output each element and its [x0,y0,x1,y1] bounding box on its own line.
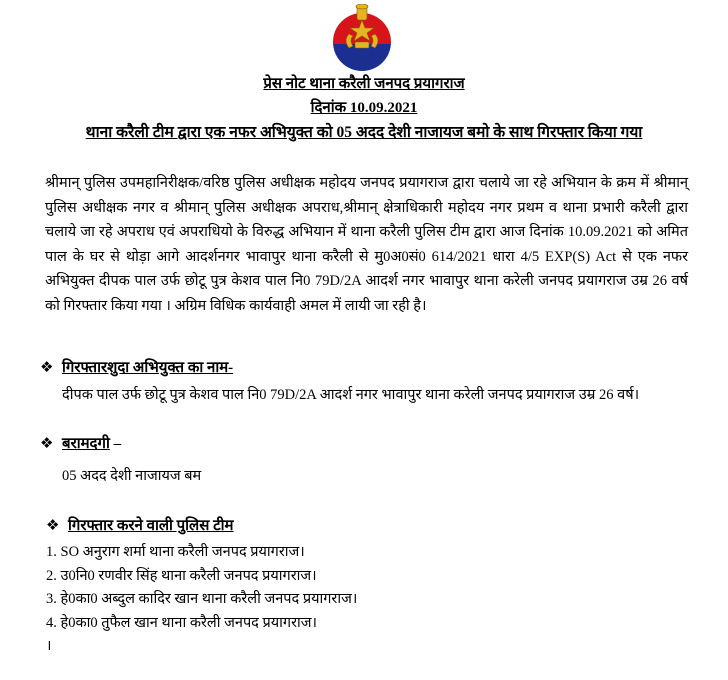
list-item: 4. हे0का0 तुफैल खान थाना करैली जनपद प्रयागराज। [46,614,318,631]
arrested-details: दीपक पाल उर्फ छोटू पुत्र केशव पाल नि0 79D/2A आदर्श नगर भावापुर थाना करेली जनपद प्रयागराज उम्र 26 वर्ष। [62,387,640,403]
list-item: । [46,638,52,655]
diamond-bullet-icon: ❖ [40,434,54,452]
recovery-details: 05 अदद देशी नाजायज बम [62,468,202,484]
press-note-date: दिनांक 10.09.2021 [310,100,418,116]
press-note-headline: थाना करैली टीम द्वारा एक नफर अभियुक्त को 05 अदद देशी नाजायज बमो के साथ गिरफ्तार किया गया [85,124,643,141]
press-note-title: प्रेस नोट थाना करैली जनपद प्रयागराज [263,76,465,92]
team-section-title: ❖ गिरफ्तार करने वाली पुलिस टीम [46,516,234,534]
list-item: 2. उ0नि0 रणवीर सिंह थाना करैली जनपद प्रयागराज। [46,567,317,584]
list-item: 3. हे0का0 अब्दुल कादिर खान थाना करैली जनपद प्रयागराज। [46,591,358,608]
recovery-section-title: ❖ बरामदगी – [40,434,122,452]
diamond-bullet-icon: ❖ [40,358,54,376]
arrested-section-title: ❖ गिरफ्तारशुदा अभियुक्त का नाम- [40,358,234,376]
police-team-list [46,541,357,659]
diamond-bullet-icon: ❖ [46,516,60,534]
list-item: 1. SO अनुराग शर्मा थाना करैली जनपद प्रयागराज। [46,544,305,560]
up-police-emblem-icon [331,4,393,72]
body-paragraph: श्रीमान् पुलिस उपमहानिरीक्षक/वरिष्ठ पुलिस अधीक्षक महोदय जनपद प्रयागराज द्वारा चलाये जा रहे अभियान के क्रम में श्रीमान् पुलिस अधीक्षक नगर व श्रीमान् पुलिस अधीक्षक अपराध,श्रीमान् क्षेत्राधिकारी महोदय नगर प्रथम व थाना प्रभारी करैली द्वारा चलाये जा रहे अपराध एवं अपराधियो के विरुद्ध अभियान में थाना करैली पुलिस टीम द्वारा आज दिनांक 10.09.2021 को अमित पाल के घर से थोड़ा आगे आदर्शनगर भावापुर थाना करैली से मु0अ0सं0 614/2021 धारा 4/5 EXP(S) Act से एक नफर अभियुक्त दीपक पाल उर्फ छोटू पुत्र केशव पाल नि0 79D/2A आदर्श नगर भावापुर थाना करेली जनपद प्रयागराज उम्र 26 वर्ष को गिरफ्तार किया गया । अग्रिम विधिक कार्यवाही अमल में लायी जा रही है। [45,175,688,314]
